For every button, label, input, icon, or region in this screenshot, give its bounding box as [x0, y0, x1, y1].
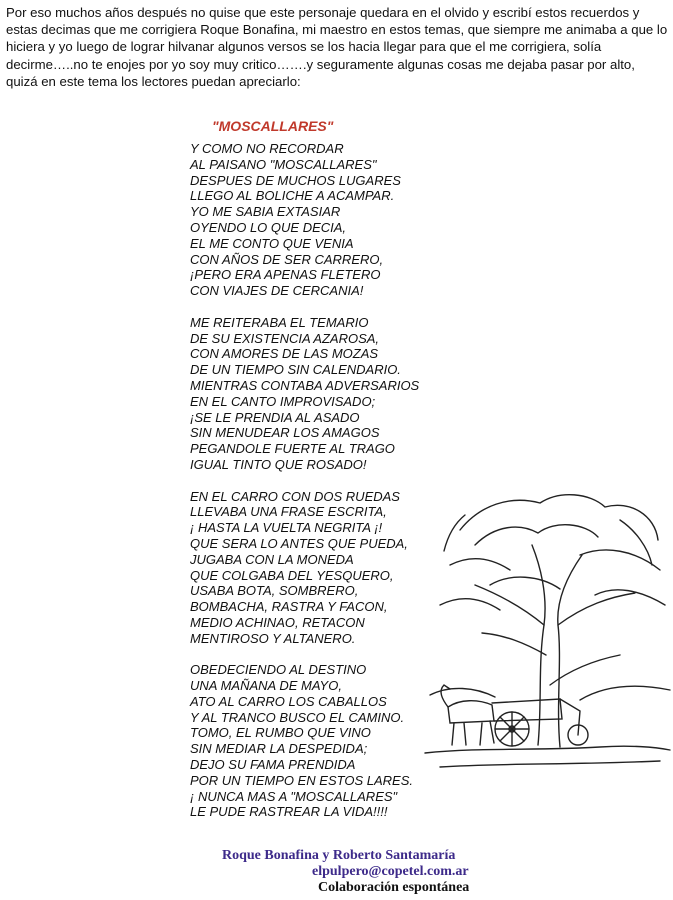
poem-line: Y COMO NO RECORDAR	[190, 141, 344, 156]
poem-stanza	[190, 141, 470, 299]
poem-line: ¡ NUNCA MAS A "MOSCALLARES"	[190, 788, 398, 804]
poem-line: DESPUES DE MUCHOS LUGARES	[190, 172, 401, 188]
poem-line: MEDIO ACHINAO, RETACON	[190, 614, 365, 630]
intro-paragraph: Por eso muchos años después no quise que este personaje quedara en el olvido y escribí estos recuerdos y estas decimas que me corrigiera Roque Bonafina, mi maestro en estos temas, que siempre me animaba a que lo hiciera y yo luego de lograr hilvanar algunos versos se los hacia llegar para que el me corrigiera, solía decirme…..no te enojes por yo soy muy critico…….y seguramente algunas cosas me dejaba pasar por alto, quizá en este tema los lectores puedan apreciarlo:	[6, 5, 668, 89]
poem-line: OYENDO LO QUE DECIA,	[190, 219, 347, 235]
poem-line: LLEGO AL BOLICHE A ACAMPAR.	[190, 188, 395, 204]
poem-line: EL ME CONTO QUE VENIA	[190, 235, 354, 251]
collaboration-note: Colaboración espontánea	[318, 880, 470, 895]
poem-line: YO ME SABIA EXTASIAR	[190, 204, 341, 220]
poem-stanza	[190, 315, 470, 473]
poem-line: TOMO, EL RUMBO QUE VINO	[190, 725, 371, 741]
poem-line: LLEVABA UNA FRASE ESCRITA,	[190, 504, 387, 520]
poem-line: QUE COLGABA DEL YESQUERO,	[190, 567, 394, 583]
poem-line: CON AÑOS DE SER CARRERO,	[190, 251, 384, 267]
poem-line: ATO AL CARRO LOS CABALLOS	[190, 693, 387, 709]
poem-line: JUGABA CON LA MONEDA	[190, 551, 354, 567]
poem-line: UNA MAÑANA DE MAYO,	[190, 678, 342, 694]
poem-line: MIENTRAS CONTABA ADVERSARIOS	[190, 377, 420, 393]
poem-line: QUE SERA LO ANTES QUE PUEDA,	[190, 535, 408, 551]
poem-line: ¡SE LE PRENDIA AL ASADO	[190, 409, 360, 425]
poem-line: ¡ HASTA LA VUELTA NEGRITA ¡!	[190, 520, 383, 536]
tree-cart-sketch	[420, 485, 673, 785]
poem-line: EN EL CANTO IMPROVISADO;	[190, 393, 376, 409]
poem-line: DEJO SU FAMA PRENDIDA	[190, 757, 356, 773]
poem-line: DE UN TIEMPO SIN CALENDARIO.	[190, 362, 401, 378]
poem-line: IGUAL TINTO QUE ROSADO!	[190, 456, 367, 472]
poem-line: MENTIROSO Y ALTANERO.	[190, 630, 356, 646]
poem-line: ME REITERABA EL TEMARIO	[190, 314, 369, 330]
poem-line: SIN MENUDEAR LOS AMAGOS	[190, 425, 380, 441]
poem-line: SIN MEDIAR LA DESPEDIDA;	[190, 741, 368, 757]
poem-line: POR UN TIEMPO EN ESTOS LARES.	[190, 772, 413, 788]
poem-line: EN EL CARRO CON DOS RUEDAS	[190, 488, 400, 504]
poem-line: CON VIAJES DE CERCANIA!	[190, 283, 364, 299]
email-link[interactable]: elpulpero@copetel.com.ar	[312, 864, 469, 879]
poem-line: USABA BOTA, SOMBRERO,	[190, 583, 359, 599]
poem-line: OBEDECIENDO AL DESTINO	[190, 662, 367, 678]
poem-line: ¡PERO ERA APENAS FLETERO	[190, 267, 381, 283]
poem-line: CON AMORES DE LAS MOZAS	[190, 346, 379, 362]
poem-line: BOMBACHA, RASTRA Y FACON,	[190, 599, 388, 615]
poem-line: DE SU EXISTENCIA AZAROSA,	[190, 330, 380, 346]
poem-line: PEGANDOLE FUERTE AL TRAGO	[190, 441, 395, 457]
poem-line: Y AL TRANCO BUSCO EL CAMINO.	[190, 709, 405, 725]
poem-line: LE PUDE RASTREAR LA VIDA!!!!	[190, 804, 388, 820]
authors-credit: Roque Bonafina y Roberto Santamaría	[222, 848, 456, 863]
poem-title: "MOSCALLARES"	[212, 118, 334, 134]
poem-line: AL PAISANO "MOSCALLARES"	[190, 156, 377, 172]
